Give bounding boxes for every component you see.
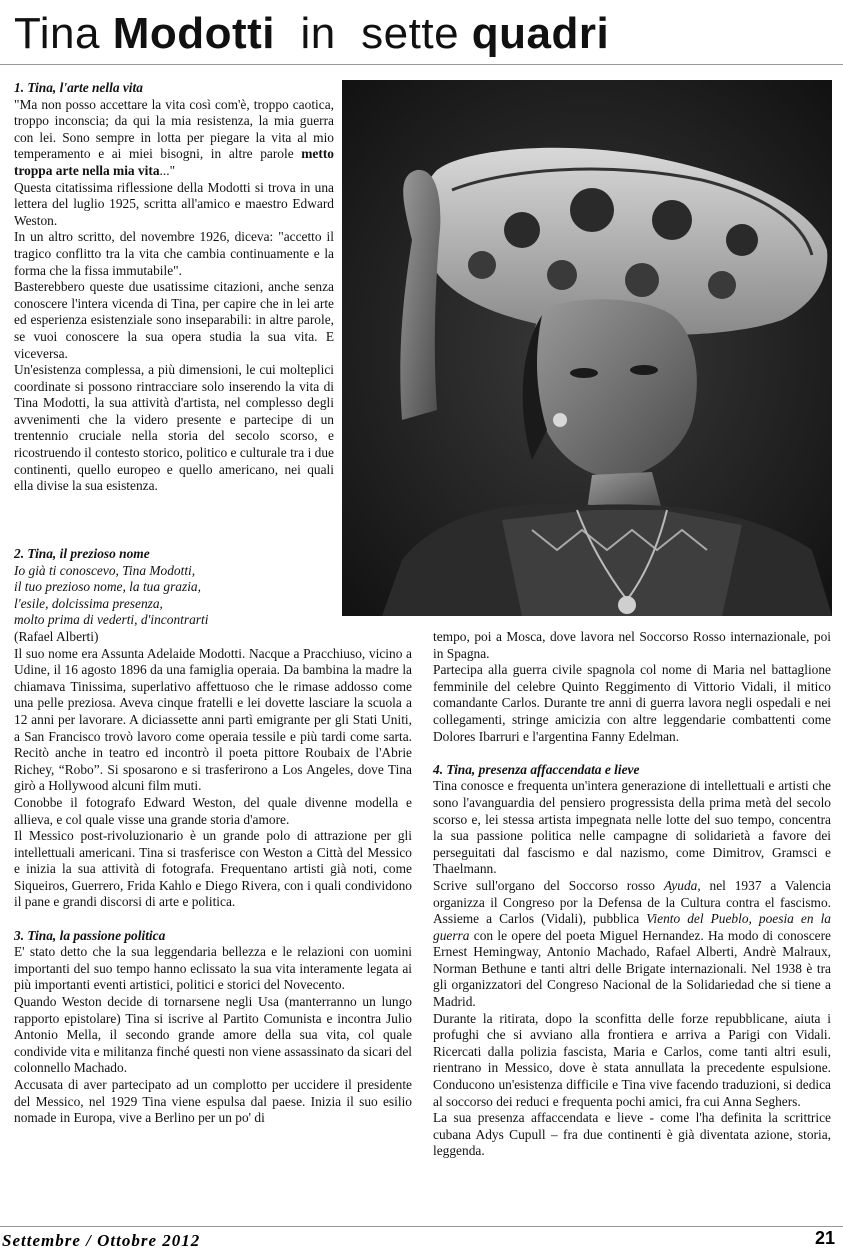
section2-paragraph: Il Messico post-rivoluzionario è un grande polo di attrazione per gli intellettuali americani. Tina si trasferisce con Weston a Città del Messico e inizia la sua attività di fotografa. Frequentano artisti già noti, come Siqueiros, Guerrero, Frida Kahlo e Diego Rivera, con i quali condividono il pane e grandi discorsi di arte e politica.: [14, 828, 412, 910]
section-heading-3: 3. Tina, la passione politica: [14, 927, 166, 943]
footer-rule: [0, 1226, 843, 1227]
poem-line: molto prima di vederti, d'incontrarti: [14, 612, 209, 628]
section2-paragraph: Il suo nome era Assunta Adelaide Modotti. Nacque a Pracchiuso, vicino a Udine, il 16 agosto 1896 da una famiglia operaia. Da bambina la madre la chiamava Tinissima, superlativo affettuoso che le rimase addosso come una pelle preziosa. Aveva cinque fratelli e lei dovette lasciare la scuola a 12 anni per lavorare. A diciassette anni partì emigrante per gli Stati Uniti, a San Francisco trovò lavoro come operaia tessile e più tardi come sarta. Recitò anche in teatro ed incontrò il poeta pittore Roubaix de l'Abrie Richey, “Robo”. Si sposarono e si trasferirono a Los Angeles, dove Tina girò a Hollywood alcuni film muti.: [14, 645, 412, 794]
section-spacer: [14, 911, 412, 928]
page-footer: [0, 1228, 843, 1251]
section3-paragraph: Accusata di aver partecipato ad un complotto per uccidere il presidente del Messico, nel 1929 Tina viene espulsa dal paese. Inizia il suo esilio nomade in Europa, vive a Berlino per un po' di: [14, 1077, 412, 1126]
poem-line: l'esile, dolcissima presenza,: [14, 595, 163, 611]
title-bold-quadri: quadri: [471, 9, 610, 58]
section2-paragraph: Conobbe il fotografo Edward Weston, del quale divenne modella e allieva, e col quale visse una grande storia d'amore.: [14, 794, 412, 827]
section1-quote-bold: metto troppa arte nella mia vita: [14, 146, 334, 178]
section4-paragraph: Durante la ritirata, dopo la sconfitta delle forze repubblicane, aiuta i profughi che si avviano alla frontiera e arriva a Parigi con Vidali. Ricercati dalla polizia fascista, Maria e Carlos, come tanti altri esuli, rientrano in Messico, dove è stata annullata la precedente espulsione. Conducono un'esistenza difficile e Tina vive facendo traduzioni, si dedica al soccorso dei reduci e frequenta pochi amici, fra cui Anna Seghers.: [433, 1010, 831, 1109]
section-heading-2: 2. Tina, il prezioso nome: [14, 546, 150, 561]
section4-paragraph: [433, 878, 831, 1011]
column-right: [433, 629, 831, 1160]
section3-paragraph: Quando Weston decide di tornarsene negli Usa (manterranno un lungo rapporto epistolare) Tina si iscrive al Partito Comunista e incontra Julio Antonio Mella, il secondo grande amore della sua vita, col quale condivide vita e militanza finché questi non viene assassinato da sicari del colonnello Machado.: [14, 994, 412, 1076]
section3-paragraph: E' stato detto che la sua leggendaria bellezza e le relazioni con uomini importanti del suo tempo hanno eclissato la sua vita interamente legata ai più importanti eventi artistici, politici e storici del Novecento.: [14, 944, 412, 993]
section4-text: Scrive sull'organo del Soccorso rosso: [433, 877, 664, 893]
title-text-2: in sette: [275, 9, 472, 58]
section1-quote-start: "Ma non posso accettare la vita così com'è, troppo caotica, troppo inconscia; da qui la mia resistenza, la mia guerra con lei. Sono sempre in lotta per piegare la vita al mio temperamento e ai miei bisogni, in altre parole: [14, 96, 334, 162]
portrait-photo: [342, 80, 832, 616]
title-text-1: Tina: [14, 9, 113, 58]
title-bold-modotti: Modotti: [112, 9, 275, 58]
poem-line: Io già ti conoscevo, Tina Modotti,: [14, 562, 196, 578]
section4-text: con le opere del poeta Miguel Hernandez. Ha modo di conoscere Ernest Hemingway, Antonio Machado, Rafael Alberti, Andrè Malraux, Norman Bethune e tanti altri delle Brigate internazionali. Nel 1938 è tra gli organizzatori del Congreso Nacional de la Solidariedad che si tiene a Madrid.: [433, 927, 831, 1010]
issue-date: Settembre / Ottobre 2012: [2, 1231, 201, 1250]
publication-viento: Viento del Pueblo, poesia en la guerra: [433, 911, 831, 943]
section4-paragraph: Tina conosce e frequenta un'intera generazione di intellettuali e artisti che sono l'avanguardia del pensiero progressista della prima metà del secolo scorso e, lei stessa artista impegnata nelle lotte del suo tempo, concentra la sua passione politica nelle campagne di solidarietà a favore dei perseguitati dal fascismo e dal nazismo, come Dimitrov, Gramsci e Thaelmann.: [433, 778, 831, 877]
section-heading-1: 1. Tina, l'arte nella vita: [14, 80, 143, 95]
publication-ayuda: Ayuda: [663, 877, 698, 893]
section1-quote: [14, 97, 334, 180]
section1-paragraph: Questa citatissima riflessione della Modotti si trova in una lettera del luglio 1925, scritta all'amico e maestro Edward Weston.: [14, 179, 334, 228]
section-heading-4: 4. Tina, presenza affaccendata e lieve: [433, 761, 640, 777]
section4-text: , nel 1937 a Valencia organizza il Congreso por la Defensa de la Cultura contra el fascismo. Assieme a Carlos (Vidali), pubblica: [433, 877, 831, 927]
page-title: [14, 8, 834, 60]
poem-line: il tuo prezioso nome, la tua grazia,: [14, 579, 201, 595]
section1-paragraph: Basterebbero queste due usatissime citazioni, anche senza conoscere l'intera vicenda di Tina, per capire che in lei arte ed esperienza esistenziale sono inseparabili: in altre parole, se vuoi conoscere la sua opera studia la sua vita. E viceversa.: [14, 279, 334, 361]
section3-paragraph: Partecipa alla guerra civile spagnola col nome di Maria nel battaglione femminile del celebre Quinto Reggimento di Vittorio Vidali, il mitico comandante Carlos. Durante tre anni di guerra lavora negli ospedali e nei collegamenti, stringe amicizia con altre leggendarie combattenti come Dolores Ibarruri e l'argentina Fanny Edelman.: [433, 662, 831, 744]
section4-paragraph: La sua presenza affaccendata e lieve - come l'ha definita la scrittrice cubana Adys Cupull – fra due continenti è già diventata azione, storia, leggenda.: [433, 1110, 831, 1159]
section-spacer: [433, 745, 831, 762]
page-number: 21: [814, 1228, 835, 1248]
column-left-bottom: [14, 546, 412, 1127]
column-left-top: [14, 80, 334, 495]
portrait-illustration: [342, 80, 832, 616]
section1-quote-end: ...": [159, 162, 176, 178]
poem-author: (Rafael Alberti): [14, 628, 99, 644]
section3-paragraph: tempo, poi a Mosca, dove lavora nel Soccorso Rosso internazionale, poi in Spagna.: [433, 629, 831, 661]
section1-paragraph: In un altro scritto, del novembre 1926, diceva: "accetto il tragico conflitto tra la vita che cambia continuamente e la forma che la fissa immutabile".: [14, 229, 334, 278]
header-rule: [0, 64, 843, 65]
section1-paragraph: Un'esistenza complessa, a più dimensioni, le cui molteplici coordinate si possono rintracciare solo inserendo la vita di Tina Modotti, la sua attività d'artista, nel complesso degli avvenimenti che la videro presente e partecipe di un trentennio cruciale nella storia del secolo scorso, e ricostruendo il contesto storico, politico e culturale tra i due continenti, quello europeo e quello americano, nei quali ella divise la sua esistenza.: [14, 362, 334, 494]
